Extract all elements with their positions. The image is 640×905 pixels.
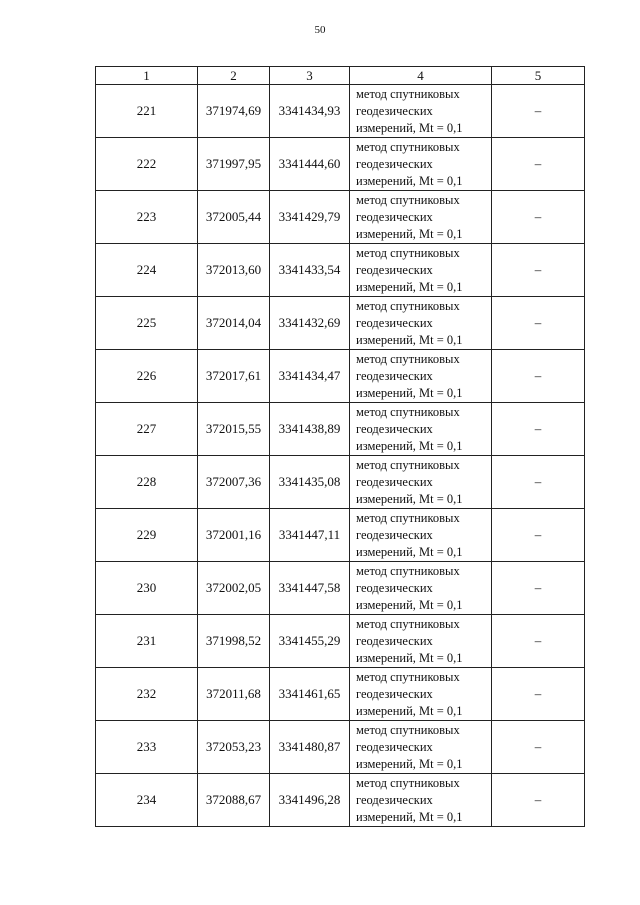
method-line: измерений, Mt = 0,1 xyxy=(356,120,463,135)
point-number-cell: 221 xyxy=(96,85,198,138)
point-number-cell: 224 xyxy=(96,244,198,297)
y-coordinate-cell: 3341438,89 xyxy=(270,403,350,456)
point-number-cell: 229 xyxy=(96,509,198,562)
table-row xyxy=(96,774,585,827)
method-line: метод спутниковых xyxy=(356,245,460,260)
method-line: геодезических xyxy=(356,209,433,224)
method-line: геодезических xyxy=(356,103,433,118)
point-number-cell: 230 xyxy=(96,562,198,615)
y-coordinate-cell: 3341447,58 xyxy=(270,562,350,615)
y-coordinate-cell: 3341429,79 xyxy=(270,191,350,244)
method-line: геодезических xyxy=(356,156,433,171)
method-line: геодезических xyxy=(356,421,433,436)
method-line: метод спутниковых xyxy=(356,457,460,472)
y-coordinate-cell: 3341435,08 xyxy=(270,456,350,509)
method-line: метод спутниковых xyxy=(356,510,460,525)
note-cell: – xyxy=(492,350,585,403)
y-coordinate-cell: 3341432,69 xyxy=(270,297,350,350)
method-line: геодезических xyxy=(356,315,433,330)
method-line: метод спутниковых xyxy=(356,404,460,419)
table-body xyxy=(96,85,585,827)
note-cell: – xyxy=(492,297,585,350)
method-line: измерений, Mt = 0,1 xyxy=(356,438,463,453)
method-line: измерений, Mt = 0,1 xyxy=(356,173,463,188)
x-coordinate-cell: 371974,69 xyxy=(198,85,270,138)
table-row xyxy=(96,403,585,456)
x-coordinate-cell: 371997,95 xyxy=(198,138,270,191)
x-coordinate-cell: 371998,52 xyxy=(198,615,270,668)
method-line: геодезических xyxy=(356,474,433,489)
y-coordinate-cell: 3341434,93 xyxy=(270,85,350,138)
method-cell xyxy=(350,297,492,350)
point-number-cell: 225 xyxy=(96,297,198,350)
table-row xyxy=(96,615,585,668)
table-row xyxy=(96,721,585,774)
x-coordinate-cell: 372088,67 xyxy=(198,774,270,827)
method-line: метод спутниковых xyxy=(356,616,460,631)
point-number-cell: 223 xyxy=(96,191,198,244)
x-coordinate-cell: 372005,44 xyxy=(198,191,270,244)
method-line: метод спутниковых xyxy=(356,139,460,154)
point-number-cell: 227 xyxy=(96,403,198,456)
table-row xyxy=(96,668,585,721)
method-cell xyxy=(350,244,492,297)
note-cell: – xyxy=(492,668,585,721)
x-coordinate-cell: 372015,55 xyxy=(198,403,270,456)
table-header-row xyxy=(96,67,585,85)
method-line: измерений, Mt = 0,1 xyxy=(356,703,463,718)
method-line: геодезических xyxy=(356,262,433,277)
header-col-2: 2 xyxy=(198,67,270,85)
x-coordinate-cell: 372007,36 xyxy=(198,456,270,509)
method-line: метод спутниковых xyxy=(356,775,460,790)
coordinates-table xyxy=(95,66,585,827)
method-line: геодезических xyxy=(356,792,433,807)
method-line: измерений, Mt = 0,1 xyxy=(356,226,463,241)
method-cell xyxy=(350,403,492,456)
point-number-cell: 226 xyxy=(96,350,198,403)
note-cell: – xyxy=(492,562,585,615)
y-coordinate-cell: 3341447,11 xyxy=(270,509,350,562)
method-line: измерений, Mt = 0,1 xyxy=(356,756,463,771)
y-coordinate-cell: 3341461,65 xyxy=(270,668,350,721)
method-line: геодезических xyxy=(356,580,433,595)
point-number-cell: 232 xyxy=(96,668,198,721)
note-cell: – xyxy=(492,774,585,827)
point-number-cell: 233 xyxy=(96,721,198,774)
note-cell: – xyxy=(492,615,585,668)
table-row xyxy=(96,244,585,297)
note-cell: – xyxy=(492,191,585,244)
method-cell xyxy=(350,509,492,562)
y-coordinate-cell: 3341455,29 xyxy=(270,615,350,668)
table-row xyxy=(96,138,585,191)
table-row xyxy=(96,509,585,562)
y-coordinate-cell: 3341496,28 xyxy=(270,774,350,827)
method-line: геодезических xyxy=(356,633,433,648)
y-coordinate-cell: 3341480,87 xyxy=(270,721,350,774)
method-line: метод спутниковых xyxy=(356,192,460,207)
method-cell xyxy=(350,350,492,403)
note-cell: – xyxy=(492,244,585,297)
note-cell: – xyxy=(492,403,585,456)
x-coordinate-cell: 372053,23 xyxy=(198,721,270,774)
method-cell xyxy=(350,774,492,827)
x-coordinate-cell: 372014,04 xyxy=(198,297,270,350)
method-cell xyxy=(350,562,492,615)
x-coordinate-cell: 372001,16 xyxy=(198,509,270,562)
table-row xyxy=(96,456,585,509)
method-line: измерений, Mt = 0,1 xyxy=(356,385,463,400)
header-col-3: 3 xyxy=(270,67,350,85)
note-cell: – xyxy=(492,721,585,774)
method-line: метод спутниковых xyxy=(356,298,460,313)
method-cell xyxy=(350,138,492,191)
note-cell: – xyxy=(492,456,585,509)
x-coordinate-cell: 372013,60 xyxy=(198,244,270,297)
table-row xyxy=(96,562,585,615)
table-row xyxy=(96,297,585,350)
x-coordinate-cell: 372017,61 xyxy=(198,350,270,403)
table-row xyxy=(96,191,585,244)
header-col-5: 5 xyxy=(492,67,585,85)
page-number: 50 xyxy=(314,24,326,36)
method-cell xyxy=(350,668,492,721)
method-line: геодезических xyxy=(356,527,433,542)
method-line: измерений, Mt = 0,1 xyxy=(356,544,463,559)
method-cell xyxy=(350,456,492,509)
method-line: измерений, Mt = 0,1 xyxy=(356,332,463,347)
method-line: метод спутниковых xyxy=(356,722,460,737)
method-cell xyxy=(350,721,492,774)
x-coordinate-cell: 372011,68 xyxy=(198,668,270,721)
note-cell: – xyxy=(492,138,585,191)
table-row xyxy=(96,350,585,403)
method-cell xyxy=(350,85,492,138)
point-number-cell: 228 xyxy=(96,456,198,509)
method-line: геодезических xyxy=(356,739,433,754)
x-coordinate-cell: 372002,05 xyxy=(198,562,270,615)
method-line: геодезических xyxy=(356,368,433,383)
point-number-cell: 222 xyxy=(96,138,198,191)
method-line: измерений, Mt = 0,1 xyxy=(356,809,463,824)
method-line: геодезических xyxy=(356,686,433,701)
method-line: метод спутниковых xyxy=(356,86,460,101)
point-number-cell: 231 xyxy=(96,615,198,668)
method-line: метод спутниковых xyxy=(356,351,460,366)
method-line: измерений, Mt = 0,1 xyxy=(356,597,463,612)
table-row xyxy=(96,85,585,138)
y-coordinate-cell: 3341434,47 xyxy=(270,350,350,403)
method-line: измерений, Mt = 0,1 xyxy=(356,650,463,665)
method-line: измерений, Mt = 0,1 xyxy=(356,279,463,294)
y-coordinate-cell: 3341433,54 xyxy=(270,244,350,297)
header-col-1: 1 xyxy=(96,67,198,85)
method-cell xyxy=(350,191,492,244)
method-line: метод спутниковых xyxy=(356,563,460,578)
method-line: измерений, Mt = 0,1 xyxy=(356,491,463,506)
point-number-cell: 234 xyxy=(96,774,198,827)
note-cell: – xyxy=(492,509,585,562)
note-cell: – xyxy=(492,85,585,138)
y-coordinate-cell: 3341444,60 xyxy=(270,138,350,191)
method-line: метод спутниковых xyxy=(356,669,460,684)
method-cell xyxy=(350,615,492,668)
header-col-4: 4 xyxy=(350,67,492,85)
